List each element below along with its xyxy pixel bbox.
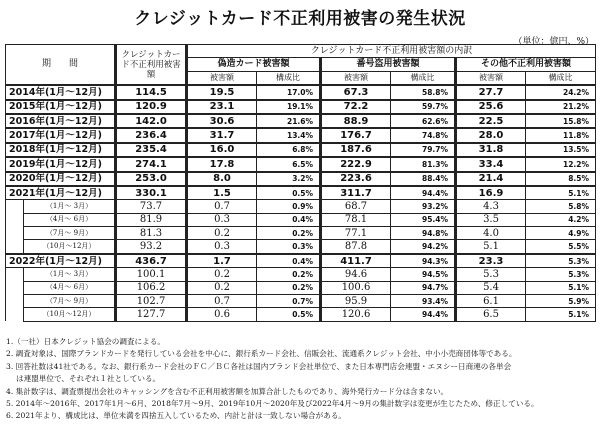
header-period: 期 間 xyxy=(6,45,116,86)
counterfeit-amount: 30.6 xyxy=(187,114,257,128)
other-amount: 3.5 xyxy=(456,213,526,226)
table-row-year xyxy=(6,157,596,171)
other-ratio: 5.5% xyxy=(526,240,596,254)
number-theft-amount: 411.7 xyxy=(321,254,391,268)
period-cell: 2019年(1月～12月) xyxy=(6,157,116,171)
counterfeit-amount: 23.1 xyxy=(187,100,257,114)
table-row-quarter xyxy=(6,200,596,213)
number-theft-ratio: 59.7% xyxy=(391,100,456,114)
counterfeit-ratio: 0.2% xyxy=(257,268,321,281)
total-cell: 106.2 xyxy=(116,281,187,294)
indent-cell xyxy=(6,227,24,240)
period-cell: （1月～ 3月） xyxy=(24,200,116,213)
other-amount: 5.3 xyxy=(456,268,526,281)
period-cell: （10月～12月） xyxy=(24,308,116,321)
number-theft-ratio: 94.4% xyxy=(391,186,456,200)
period-cell: 2015年(1月～12月) xyxy=(6,100,116,114)
other-amount: 5.4 xyxy=(456,281,526,294)
header-total: クレジットカード不正利用被害額 xyxy=(116,45,187,86)
number-theft-ratio: 94.5% xyxy=(391,268,456,281)
counterfeit-ratio: 0.4% xyxy=(257,254,321,268)
counterfeit-amount: 1.7 xyxy=(187,254,257,268)
other-amount: 6.1 xyxy=(456,295,526,308)
number-theft-ratio: 94.7% xyxy=(391,281,456,294)
counterfeit-amount: 0.3 xyxy=(187,213,257,226)
total-cell: 73.7 xyxy=(116,200,187,213)
table-row-quarter xyxy=(6,308,596,321)
table-row-quarter xyxy=(6,268,596,281)
other-amount: 22.5 xyxy=(456,114,526,128)
table-row-quarter xyxy=(6,281,596,294)
footnote: 2. 調査対象は、国際ブランドカードを発行している会社を中心に、銀行系カード会社、信販会社、流通系クレジット会社、中小小売商団体等である。 xyxy=(6,349,517,359)
number-theft-amount: 78.1 xyxy=(321,213,391,226)
table-row-quarter xyxy=(6,240,596,254)
total-cell: 81.9 xyxy=(116,213,187,226)
counterfeit-ratio: 13.4% xyxy=(257,128,321,142)
number-theft-amount: 100.6 xyxy=(321,281,391,294)
other-amount: 27.7 xyxy=(456,85,526,99)
other-amount: 23.3 xyxy=(456,254,526,268)
total-cell: 114.5 xyxy=(116,85,187,99)
sub-ratio: 構成比 xyxy=(257,71,321,85)
total-cell: 81.3 xyxy=(116,227,187,240)
total-cell: 120.9 xyxy=(116,100,187,114)
table-row-quarter xyxy=(6,227,596,240)
counterfeit-amount: 19.5 xyxy=(187,85,257,99)
total-cell: 102.7 xyxy=(116,295,187,308)
number-theft-amount: 223.6 xyxy=(321,172,391,186)
counterfeit-amount: 17.8 xyxy=(187,157,257,171)
period-cell: 2018年(1月～12月) xyxy=(6,143,116,157)
period-cell: （10月～12月） xyxy=(24,240,116,254)
other-amount: 33.4 xyxy=(456,157,526,171)
counterfeit-ratio: 0.3% xyxy=(257,240,321,254)
other-amount: 4.0 xyxy=(456,227,526,240)
footnote: 3. 回答社数は41社である。なお、銀行系カード会社のＦＣ／ＢＣ各社は国内ブランド会社単位で、また日本専門店会連盟・エヌシー日商連の各単会 xyxy=(6,361,512,371)
number-theft-amount: 176.7 xyxy=(321,128,391,142)
period-cell: 2021年(1月～12月) xyxy=(6,186,116,200)
period-cell: （4月～ 6月） xyxy=(24,281,116,294)
total-cell: 330.1 xyxy=(116,186,187,200)
number-theft-ratio: 94.2% xyxy=(391,240,456,254)
table-row-year xyxy=(6,114,596,128)
other-ratio: 21.2% xyxy=(526,100,596,114)
number-theft-amount: 77.1 xyxy=(321,227,391,240)
number-theft-amount: 68.7 xyxy=(321,200,391,213)
number-theft-ratio: 94.8% xyxy=(391,227,456,240)
footnote: 4. 集計数字は、調査票提出会社のキャッシングを含む不正利用被害額を加算合計したものであり、海外発行カード分は含まない。 xyxy=(6,386,449,396)
indent-cell xyxy=(6,268,24,281)
other-ratio: 5.3% xyxy=(526,268,596,281)
other-amount: 16.9 xyxy=(456,186,526,200)
indent-cell xyxy=(6,213,24,226)
other-amount: 5.1 xyxy=(456,240,526,254)
period-cell: （4月～ 6月） xyxy=(24,213,116,226)
total-cell: 253.0 xyxy=(116,172,187,186)
footnote: は連盟単位で、それぞれ１社としている。 xyxy=(16,374,161,384)
counterfeit-amount: 0.6 xyxy=(187,308,257,321)
table-row-quarter xyxy=(6,213,596,226)
counterfeit-amount: 0.2 xyxy=(187,281,257,294)
number-theft-ratio: 79.7% xyxy=(391,143,456,157)
number-theft-ratio: 81.3% xyxy=(391,157,456,171)
header-breakdown: クレジットカード不正利用被害額の内訳 xyxy=(187,45,596,58)
other-ratio: 24.2% xyxy=(526,85,596,99)
number-theft-amount: 222.9 xyxy=(321,157,391,171)
other-ratio: 5.1% xyxy=(526,308,596,321)
total-cell: 436.7 xyxy=(116,254,187,268)
total-cell: 93.2 xyxy=(116,240,187,254)
other-amount: 6.5 xyxy=(456,308,526,321)
number-theft-ratio: 88.4% xyxy=(391,172,456,186)
counterfeit-amount: 0.2 xyxy=(187,268,257,281)
other-amount: 21.4 xyxy=(456,172,526,186)
indent-cell xyxy=(6,200,24,213)
number-theft-ratio: 93.2% xyxy=(391,200,456,213)
counterfeit-ratio: 0.2% xyxy=(257,281,321,294)
period-cell: （7月～ 9月） xyxy=(24,295,116,308)
other-ratio: 5.9% xyxy=(526,295,596,308)
period-cell: （1月～ 3月） xyxy=(24,268,116,281)
counterfeit-ratio: 0.7% xyxy=(257,295,321,308)
period-cell: （7月～ 9月） xyxy=(24,227,116,240)
sub-amount: 被害額 xyxy=(456,71,526,85)
total-cell: 236.4 xyxy=(116,128,187,142)
number-theft-ratio: 95.4% xyxy=(391,213,456,226)
number-theft-amount: 72.2 xyxy=(321,100,391,114)
total-cell: 142.0 xyxy=(116,114,187,128)
indent-cell xyxy=(6,308,24,321)
other-ratio: 13.5% xyxy=(526,143,596,157)
period-cell: 2022年(1月～12月) xyxy=(6,254,116,268)
number-theft-amount: 94.6 xyxy=(321,268,391,281)
period-cell: 2016年(1月～12月) xyxy=(6,114,116,128)
header-number-theft: 番号盗用被害額 xyxy=(321,58,456,71)
indent-cell xyxy=(6,240,24,254)
other-ratio: 8.5% xyxy=(526,172,596,186)
number-theft-amount: 67.3 xyxy=(321,85,391,99)
sub-amount: 被害額 xyxy=(187,71,257,85)
counterfeit-ratio: 0.9% xyxy=(257,200,321,213)
indent-cell xyxy=(6,281,24,294)
counterfeit-amount: 0.7 xyxy=(187,295,257,308)
counterfeit-amount: 1.5 xyxy=(187,186,257,200)
other-amount: 4.3 xyxy=(456,200,526,213)
counterfeit-ratio: 0.2% xyxy=(257,227,321,240)
table-row-year xyxy=(6,186,596,200)
other-ratio: 4.9% xyxy=(526,227,596,240)
number-theft-ratio: 62.6% xyxy=(391,114,456,128)
number-theft-amount: 311.7 xyxy=(321,186,391,200)
counterfeit-ratio: 0.5% xyxy=(257,308,321,321)
other-ratio: 5.1% xyxy=(526,186,596,200)
counterfeit-ratio: 19.1% xyxy=(257,100,321,114)
counterfeit-amount: 0.7 xyxy=(187,200,257,213)
other-amount: 25.6 xyxy=(456,100,526,114)
other-ratio: 15.8% xyxy=(526,114,596,128)
unit-label: （単位：億円、%） xyxy=(513,37,594,47)
number-theft-ratio: 93.4% xyxy=(391,295,456,308)
number-theft-ratio: 94.4% xyxy=(391,308,456,321)
table-row-year xyxy=(6,128,596,142)
period-cell: 2017年(1月～12月) xyxy=(6,128,116,142)
number-theft-amount: 95.9 xyxy=(321,295,391,308)
other-amount: 31.8 xyxy=(456,143,526,157)
number-theft-ratio: 74.8% xyxy=(391,128,456,142)
total-cell: 274.1 xyxy=(116,157,187,171)
counterfeit-amount: 0.2 xyxy=(187,227,257,240)
table-row-year xyxy=(6,254,596,268)
period-cell: 2020年(1月～12月) xyxy=(6,172,116,186)
other-ratio: 5.8% xyxy=(526,200,596,213)
page-title: クレジットカード不正利用被害の発生状況 xyxy=(134,9,466,29)
header-other: その他不正利用被害額 xyxy=(456,58,596,71)
table-row-year xyxy=(6,85,596,99)
table-row-year xyxy=(6,143,596,157)
total-cell: 100.1 xyxy=(116,268,187,281)
footnotes xyxy=(6,336,596,423)
sub-ratio: 構成比 xyxy=(391,71,456,85)
counterfeit-ratio: 21.6% xyxy=(257,114,321,128)
sub-amount: 被害額 xyxy=(321,71,391,85)
sub-ratio: 構成比 xyxy=(526,71,596,85)
number-theft-amount: 187.6 xyxy=(321,143,391,157)
fraud-damage-table xyxy=(5,44,596,322)
other-ratio: 4.2% xyxy=(526,213,596,226)
table-row-year xyxy=(6,100,596,114)
counterfeit-ratio: 0.4% xyxy=(257,213,321,226)
number-theft-amount: 120.6 xyxy=(321,308,391,321)
total-cell: 127.7 xyxy=(116,308,187,321)
footnote: 6. 2021年より、構成比は、単位未満を四捨五入しているため、内計と計は一致しない場合がある。 xyxy=(6,411,347,421)
number-theft-ratio: 58.8% xyxy=(391,85,456,99)
counterfeit-ratio: 17.0% xyxy=(257,85,321,99)
footnote: 5. 2014年～2016年、2017年1月～6月、2018年7月～9月、2019年10月～2020年及び2022年4月～9月の集計数字は変更が生じたため、修正している。 xyxy=(6,399,539,409)
other-ratio: 5.3% xyxy=(526,254,596,268)
counterfeit-amount: 16.0 xyxy=(187,143,257,157)
header-counterfeit: 偽造カード被害額 xyxy=(187,58,321,71)
number-theft-amount: 88.9 xyxy=(321,114,391,128)
period-cell: 2014年(1月～12月) xyxy=(6,85,116,99)
other-ratio: 5.1% xyxy=(526,281,596,294)
footnote: 1.（一社）日本クレジット協会の調査による。 xyxy=(6,337,165,346)
counterfeit-amount: 31.7 xyxy=(187,128,257,142)
counterfeit-ratio: 6.5% xyxy=(257,157,321,171)
other-ratio: 11.8% xyxy=(526,128,596,142)
indent-cell xyxy=(6,295,24,308)
counterfeit-ratio: 6.8% xyxy=(257,143,321,157)
counterfeit-amount: 8.0 xyxy=(187,172,257,186)
number-theft-ratio: 94.3% xyxy=(391,254,456,268)
counterfeit-ratio: 3.2% xyxy=(257,172,321,186)
table-row-quarter xyxy=(6,295,596,308)
other-amount: 28.0 xyxy=(456,128,526,142)
counterfeit-amount: 0.3 xyxy=(187,240,257,254)
total-cell: 235.4 xyxy=(116,143,187,157)
table-row-year xyxy=(6,172,596,186)
counterfeit-ratio: 0.5% xyxy=(257,186,321,200)
other-ratio: 12.2% xyxy=(526,157,596,171)
number-theft-amount: 87.8 xyxy=(321,240,391,254)
